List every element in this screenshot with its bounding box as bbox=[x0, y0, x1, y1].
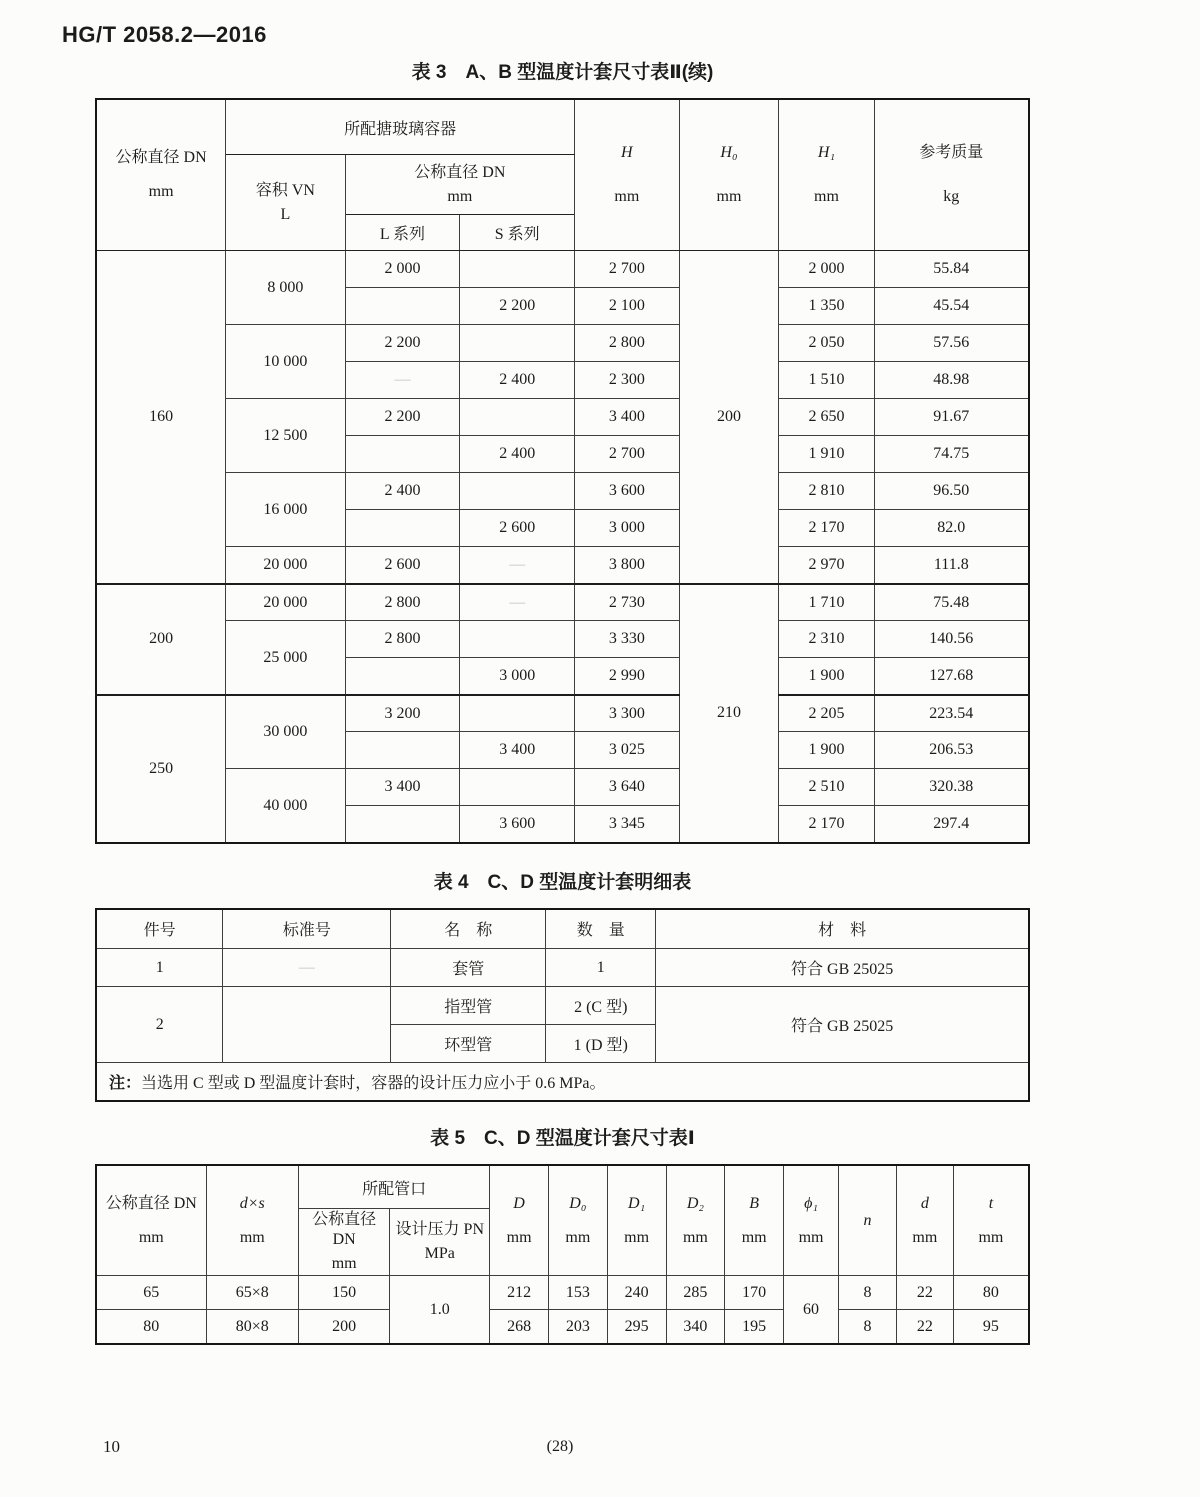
cell-d: 22 bbox=[896, 1310, 953, 1344]
t3-col-series-s: S 系列 bbox=[460, 215, 575, 251]
cell-mass: 206.53 bbox=[874, 732, 1029, 769]
cell-D1: 295 bbox=[607, 1310, 666, 1344]
cell-h1: 2 170 bbox=[779, 806, 874, 843]
cell-dn: 65 bbox=[96, 1276, 206, 1310]
t3-col-series-l: L 系列 bbox=[345, 215, 460, 251]
cell-s: 2 400 bbox=[460, 436, 575, 473]
cell-vn: 30 000 bbox=[226, 695, 345, 769]
cell-mass: 320.38 bbox=[874, 769, 1029, 806]
cell-h: 3 640 bbox=[575, 769, 679, 806]
cell-vn: 25 000 bbox=[226, 621, 345, 695]
cell-dxs: 80×8 bbox=[206, 1310, 298, 1344]
t5-col-n-label: n bbox=[863, 1211, 872, 1229]
cell-h: 3 300 bbox=[575, 695, 679, 732]
cell-vn: 12 500 bbox=[226, 399, 345, 473]
cell-qty: 1 (D 型) bbox=[546, 1025, 656, 1063]
cell-std: — bbox=[223, 949, 391, 987]
cell-l bbox=[345, 732, 460, 769]
t3-header-row-1 bbox=[96, 99, 1029, 155]
t3-col-h-label: H bbox=[621, 144, 633, 162]
t5-col-dn-unit: mm bbox=[138, 1228, 164, 1246]
cell-D: 212 bbox=[490, 1276, 549, 1310]
t3-col-h1 bbox=[779, 99, 874, 251]
cell-s: 3 000 bbox=[460, 658, 575, 695]
table-row bbox=[96, 251, 1029, 288]
t4-col-qty: 数 量 bbox=[546, 909, 656, 949]
t3-col-h0-label: H₀ bbox=[720, 144, 738, 162]
cell-n: 8 bbox=[839, 1276, 897, 1310]
t5-col-D0-unit: mm bbox=[565, 1228, 591, 1246]
table-row bbox=[96, 399, 1029, 436]
t5-col-dn bbox=[96, 1165, 206, 1276]
t3-col-dn bbox=[96, 99, 226, 251]
t4-col-mat: 材 料 bbox=[656, 909, 1029, 949]
t5-col-D-unit: mm bbox=[506, 1228, 532, 1246]
t3-col-vn-label: 容积 VN bbox=[255, 181, 315, 199]
t5-col-dxs-unit: mm bbox=[239, 1228, 265, 1246]
t5-col-d bbox=[896, 1165, 953, 1276]
t3-col-h0-unit: mm bbox=[716, 188, 742, 206]
cell-dxs: 65×8 bbox=[206, 1276, 298, 1310]
t3-col-dn-label: 公称直径 DN bbox=[115, 149, 207, 167]
cell-name: 指型管 bbox=[391, 987, 546, 1025]
cell-l: 3 200 bbox=[345, 695, 460, 732]
cell-l: 2 400 bbox=[345, 473, 460, 510]
cell-h: 2 700 bbox=[575, 436, 679, 473]
t3-col-h-unit: mm bbox=[614, 188, 640, 206]
cell-pn: 1.0 bbox=[390, 1276, 490, 1344]
cell-pdn: 150 bbox=[298, 1276, 389, 1310]
cell-l: 2 200 bbox=[345, 325, 460, 362]
cell-mass: 55.84 bbox=[874, 251, 1029, 288]
t5-col-dxs-label: d×s bbox=[239, 1194, 265, 1212]
t3-col-dn2 bbox=[345, 155, 575, 215]
t3-group-vessel: 所配搪玻璃容器 bbox=[226, 99, 575, 155]
cell-s: — bbox=[460, 584, 575, 621]
t5-col-dn-label: 公称直径 DN bbox=[105, 1194, 197, 1212]
cell-t: 80 bbox=[953, 1276, 1029, 1310]
cell-s bbox=[460, 621, 575, 658]
t3-col-mass bbox=[874, 99, 1029, 251]
t5-col-d-unit: mm bbox=[912, 1228, 938, 1246]
t5-col-B-label: B bbox=[749, 1194, 760, 1212]
cell-h: 3 800 bbox=[575, 547, 679, 584]
cell-h0: 200 bbox=[679, 251, 779, 584]
cell-D0: 153 bbox=[548, 1276, 607, 1310]
t3-col-h1-label: H₁ bbox=[817, 144, 836, 162]
cell-h: 3 345 bbox=[575, 806, 679, 843]
cell-h: 2 100 bbox=[575, 288, 679, 325]
t5-col-D bbox=[490, 1165, 549, 1276]
cell-mass: 91.67 bbox=[874, 399, 1029, 436]
cell-h0: 210 bbox=[679, 584, 779, 843]
cell-h1: 1 900 bbox=[779, 658, 874, 695]
cell-D1: 240 bbox=[607, 1276, 666, 1310]
cell-qty: 2 (C 型) bbox=[546, 987, 656, 1025]
t5-col-D1-label: D₁ bbox=[628, 1194, 646, 1212]
cell-l: 2 600 bbox=[345, 547, 460, 584]
cell-l bbox=[345, 288, 460, 325]
cell-h1: 2 205 bbox=[779, 695, 874, 732]
cell-D2: 285 bbox=[666, 1276, 725, 1310]
cell-pdn: 200 bbox=[298, 1310, 389, 1344]
cell-n: 8 bbox=[839, 1310, 897, 1344]
cell-t: 95 bbox=[953, 1310, 1029, 1344]
cell-h1: 1 710 bbox=[779, 584, 874, 621]
t5-col-ppn-label: 设计压力 PN bbox=[395, 1221, 485, 1239]
table4-title: 表 4 C、D 型温度计套明细表 bbox=[433, 871, 692, 893]
cell-s: 3 600 bbox=[460, 806, 575, 843]
t4-col-std: 标准号 bbox=[223, 909, 391, 949]
cell-qty: 1 bbox=[546, 949, 656, 987]
table-row bbox=[96, 695, 1029, 732]
t5-col-B bbox=[725, 1165, 784, 1276]
cell-mass: 111.8 bbox=[874, 547, 1029, 584]
cell-D0: 203 bbox=[548, 1310, 607, 1344]
table4 bbox=[95, 908, 1030, 1103]
cell-h1: 1 900 bbox=[779, 732, 874, 769]
t5-col-t bbox=[953, 1165, 1029, 1276]
t3-col-h0 bbox=[679, 99, 779, 251]
cell-dn: 250 bbox=[96, 695, 226, 843]
cell-s bbox=[460, 769, 575, 806]
cell-mass: 297.4 bbox=[874, 806, 1029, 843]
cell-B: 170 bbox=[725, 1276, 784, 1310]
t3-col-vn bbox=[226, 155, 345, 251]
cell-s: 2 400 bbox=[460, 362, 575, 399]
table-row bbox=[96, 1310, 1029, 1344]
t5-col-ppn bbox=[390, 1209, 490, 1276]
cell-l: 2 800 bbox=[345, 584, 460, 621]
cell-B: 195 bbox=[725, 1310, 784, 1344]
t5-group-port: 所配管口 bbox=[298, 1165, 489, 1209]
cell-no: 1 bbox=[96, 949, 223, 987]
cell-vn: 20 000 bbox=[226, 547, 345, 584]
t5-col-dxs bbox=[206, 1165, 298, 1276]
sheet-number: (28) bbox=[546, 1438, 574, 1455]
t4-header-row bbox=[96, 909, 1029, 949]
cell-s bbox=[460, 325, 575, 362]
cell-l: 2 800 bbox=[345, 621, 460, 658]
t5-col-D2-label: D₂ bbox=[686, 1194, 704, 1212]
t5-col-D0-label: D₀ bbox=[569, 1194, 587, 1212]
cell-h: 2 700 bbox=[575, 251, 679, 288]
cell-h: 3 600 bbox=[575, 473, 679, 510]
cell-s: 2 600 bbox=[460, 510, 575, 547]
table-row bbox=[96, 987, 1029, 1025]
cell-phi1: 60 bbox=[784, 1276, 839, 1344]
cell-s bbox=[460, 251, 575, 288]
cell-s bbox=[460, 399, 575, 436]
table-row bbox=[96, 584, 1029, 621]
cell-d: 22 bbox=[896, 1276, 953, 1310]
cell-mass: 45.54 bbox=[874, 288, 1029, 325]
cell-h1: 2 050 bbox=[779, 325, 874, 362]
cell-vn: 8 000 bbox=[226, 251, 345, 325]
note-label: 注： bbox=[109, 1075, 142, 1093]
t3-col-h1-unit: mm bbox=[814, 188, 839, 206]
cell-l bbox=[345, 806, 460, 843]
t4-col-no: 件号 bbox=[96, 909, 223, 949]
page-content bbox=[95, 62, 1030, 1345]
cell-h1: 1 510 bbox=[779, 362, 874, 399]
table-row bbox=[96, 1276, 1029, 1310]
cell-vn: 20 000 bbox=[226, 584, 345, 621]
cell-h: 3 000 bbox=[575, 510, 679, 547]
t4-col-name: 名 称 bbox=[391, 909, 546, 949]
cell-s: — bbox=[460, 547, 575, 584]
t3-col-dn2-label: 公称直径 DN bbox=[414, 163, 506, 181]
t5-col-t-label: t bbox=[988, 1194, 994, 1212]
cell-name: 环型管 bbox=[391, 1025, 546, 1063]
t3-col-vn-unit: L bbox=[280, 205, 291, 223]
cell-h1: 1 350 bbox=[779, 288, 874, 325]
cell-l bbox=[345, 436, 460, 473]
t5-col-phi1-unit: mm bbox=[798, 1228, 824, 1246]
cell-mass: 48.98 bbox=[874, 362, 1029, 399]
table-row bbox=[96, 325, 1029, 362]
cell-std bbox=[223, 987, 391, 1063]
t3-col-mass-label: 参考质量 bbox=[919, 144, 984, 162]
cell-h1: 2 650 bbox=[779, 399, 874, 436]
cell-h: 3 330 bbox=[575, 621, 679, 658]
cell-l bbox=[345, 658, 460, 695]
t5-col-pdn-unit: mm bbox=[331, 1255, 357, 1273]
cell-h1: 2 170 bbox=[779, 510, 874, 547]
cell-dn: 200 bbox=[96, 584, 226, 695]
table5 bbox=[95, 1164, 1030, 1345]
cell-mass: 140.56 bbox=[874, 621, 1029, 658]
t5-col-pdn bbox=[298, 1209, 389, 1276]
cell-h1: 2 810 bbox=[779, 473, 874, 510]
table-note bbox=[96, 1063, 1029, 1102]
t5-col-phi1 bbox=[784, 1165, 839, 1276]
t5-col-t-unit: mm bbox=[978, 1228, 1004, 1246]
t5-col-D1 bbox=[607, 1165, 666, 1276]
table-row bbox=[96, 621, 1029, 658]
cell-h: 2 300 bbox=[575, 362, 679, 399]
cell-h1: 1 910 bbox=[779, 436, 874, 473]
t5-col-pdn-label: 公称直径 DN bbox=[312, 1211, 377, 1249]
cell-h: 2 800 bbox=[575, 325, 679, 362]
cell-l bbox=[345, 510, 460, 547]
cell-mass: 82.0 bbox=[874, 510, 1029, 547]
cell-mass: 57.56 bbox=[874, 325, 1029, 362]
cell-h: 2 730 bbox=[575, 584, 679, 621]
cell-name: 套管 bbox=[391, 949, 546, 987]
cell-h1: 2 000 bbox=[779, 251, 874, 288]
table-row bbox=[96, 547, 1029, 584]
cell-l: 2 000 bbox=[345, 251, 460, 288]
cell-mass: 75.48 bbox=[874, 584, 1029, 621]
cell-h: 3 400 bbox=[575, 399, 679, 436]
t5-col-D-label: D bbox=[513, 1194, 525, 1212]
cell-l: 3 400 bbox=[345, 769, 460, 806]
t3-col-h bbox=[575, 99, 679, 251]
t5-col-d-label: d bbox=[920, 1194, 929, 1212]
t3-col-dn2-unit: mm bbox=[447, 187, 473, 205]
t5-col-phi1-label: ϕ₁ bbox=[804, 1194, 818, 1212]
cell-vn: 10 000 bbox=[226, 325, 345, 399]
t5-col-n bbox=[839, 1165, 897, 1276]
cell-dn: 160 bbox=[96, 251, 226, 584]
page-number: 10 bbox=[103, 1437, 120, 1456]
t5-col-B-unit: mm bbox=[741, 1228, 767, 1246]
note-text: 当选用 C 型或 D 型温度计套时，容器的设计压力应小于 0.6 MPa。 bbox=[141, 1075, 606, 1093]
cell-D2: 340 bbox=[666, 1310, 725, 1344]
t4-note-row bbox=[96, 1063, 1029, 1102]
t5-col-D2-unit: mm bbox=[682, 1228, 708, 1246]
cell-mat: 符合 GB 25025 bbox=[656, 987, 1029, 1063]
t3-col-dn-unit: mm bbox=[148, 183, 174, 201]
cell-vn: 40 000 bbox=[226, 769, 345, 843]
cell-D: 268 bbox=[490, 1310, 549, 1344]
cell-no: 2 bbox=[96, 987, 223, 1063]
t5-col-D1-unit: mm bbox=[624, 1228, 650, 1246]
cell-l: — bbox=[345, 362, 460, 399]
t5-col-D0 bbox=[548, 1165, 607, 1276]
cell-dn: 80 bbox=[96, 1310, 206, 1344]
cell-s: 2 200 bbox=[460, 288, 575, 325]
table3 bbox=[95, 98, 1030, 844]
cell-mass: 74.75 bbox=[874, 436, 1029, 473]
doc-number: HG/T 2058.2—2016 bbox=[62, 22, 267, 47]
cell-s: 3 400 bbox=[460, 732, 575, 769]
cell-l: 2 200 bbox=[345, 399, 460, 436]
table5-title: 表 5 C、D 型温度计套尺寸表Ⅰ bbox=[430, 1128, 695, 1150]
cell-mass: 223.54 bbox=[874, 695, 1029, 732]
cell-h1: 2 510 bbox=[779, 769, 874, 806]
cell-h: 2 990 bbox=[575, 658, 679, 695]
cell-mass: 127.68 bbox=[874, 658, 1029, 695]
t5-col-D2 bbox=[666, 1165, 725, 1276]
cell-h1: 2 310 bbox=[779, 621, 874, 658]
table-row bbox=[96, 949, 1029, 987]
table-row bbox=[96, 769, 1029, 806]
cell-h: 3 025 bbox=[575, 732, 679, 769]
table3-title: 表 3 A、B 型温度计套尺寸表Ⅱ(续) bbox=[411, 62, 714, 83]
table-row bbox=[96, 473, 1029, 510]
t5-header-row-1 bbox=[96, 1165, 1029, 1209]
cell-s bbox=[460, 695, 575, 732]
cell-mass: 96.50 bbox=[874, 473, 1029, 510]
cell-mat: 符合 GB 25025 bbox=[656, 949, 1029, 987]
cell-vn: 16 000 bbox=[226, 473, 345, 547]
t3-col-mass-unit: kg bbox=[943, 188, 960, 206]
cell-s bbox=[460, 473, 575, 510]
cell-h1: 2 970 bbox=[779, 547, 874, 584]
t5-col-ppn-unit: MPa bbox=[424, 1245, 455, 1263]
